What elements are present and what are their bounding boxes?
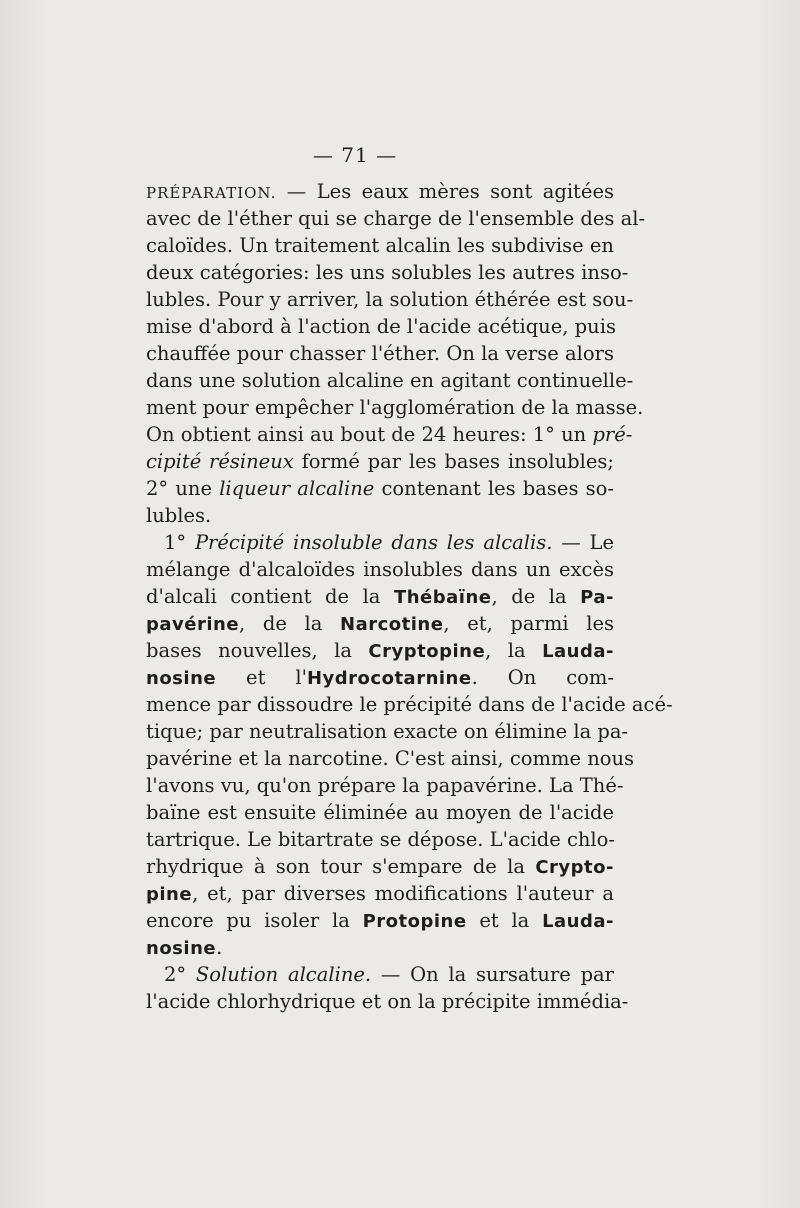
text-fragment: et l' bbox=[216, 666, 307, 689]
text-line bbox=[146, 718, 629, 745]
text-fragment: , et, parmi les bbox=[443, 612, 614, 635]
text-fragment: PRÉPARATION. bbox=[146, 184, 277, 202]
text-fragment: — Le bbox=[552, 531, 614, 554]
italic-text: pré- bbox=[592, 423, 633, 446]
text-line bbox=[146, 583, 614, 610]
page-number: — 71 — bbox=[312, 143, 398, 167]
alkaloid-name: pavérine bbox=[146, 614, 240, 635]
text-fragment: . On com- bbox=[471, 666, 614, 689]
italic-text: cipité résineux bbox=[146, 450, 294, 473]
text-fragment: , de la bbox=[239, 612, 340, 635]
text-fragment: rhydrique à son tour s'empare de la bbox=[146, 855, 536, 878]
body-text bbox=[146, 178, 673, 1015]
text-fragment: d'alcali contient de la bbox=[146, 585, 394, 608]
text-fragment: lubles. Pour y arriver, la solution éthérée est sou- bbox=[146, 288, 634, 311]
text-fragment: l'avons vu, qu'on prépare la papavérine. La Thé- bbox=[146, 774, 624, 797]
alkaloid-name: nosine bbox=[146, 938, 217, 959]
alkaloid-name: Narcotine bbox=[340, 614, 444, 635]
text-fragment: deux catégories: les uns solubles les autres inso- bbox=[146, 261, 629, 284]
text-fragment: contenant les bases so- bbox=[374, 477, 614, 500]
text-fragment: — On la sursature par bbox=[371, 963, 614, 986]
text-line bbox=[146, 178, 614, 205]
alkaloid-name: nosine bbox=[146, 668, 217, 689]
text-line bbox=[146, 988, 629, 1015]
italic-text: liqueur alcaline bbox=[219, 477, 375, 500]
text-fragment: avec de l'éther qui se charge de l'ensemble des al- bbox=[146, 207, 646, 230]
text-line bbox=[146, 259, 629, 286]
text-fragment: mence par dissoudre le précipité dans de l'acide acé- bbox=[146, 693, 673, 716]
alkaloid-name: pine bbox=[146, 884, 193, 905]
text-fragment: et la bbox=[466, 909, 543, 932]
text-fragment: tartrique. Le bitartrate se dépose. L'acide chlo- bbox=[146, 828, 615, 851]
text-line bbox=[146, 934, 614, 961]
text-fragment: pavérine et la narcotine. C'est ainsi, comme nous bbox=[146, 747, 635, 770]
text-fragment: 1° bbox=[164, 531, 195, 554]
text-fragment: l'acide chlorhydrique et on la précipite immédia- bbox=[146, 990, 629, 1013]
alkaloid-name: Lauda- bbox=[542, 911, 614, 932]
text-line bbox=[146, 880, 614, 907]
text-fragment: mise d'abord à l'action de l'acide acétique, puis bbox=[146, 315, 616, 338]
text-line bbox=[146, 664, 614, 691]
text-line bbox=[146, 502, 614, 529]
text-line bbox=[146, 772, 624, 799]
text-line bbox=[146, 232, 614, 259]
text-line bbox=[146, 745, 635, 772]
text-fragment: . bbox=[216, 936, 223, 959]
text-line bbox=[146, 448, 614, 475]
text-line bbox=[146, 340, 614, 367]
text-line bbox=[146, 961, 614, 988]
italic-text: Précipité insoluble dans les alcalis. bbox=[194, 531, 553, 554]
text-fragment: 2° bbox=[164, 963, 196, 986]
text-fragment: lubles. bbox=[146, 504, 212, 527]
alkaloid-name: Protopine bbox=[362, 911, 467, 932]
text-fragment: baïne est ensuite éliminée au moyen de l'acide bbox=[146, 801, 614, 824]
text-line bbox=[146, 205, 646, 232]
text-fragment: ment pour empêcher l'agglomération de la masse. bbox=[146, 396, 644, 419]
text-line bbox=[146, 853, 614, 880]
text-line bbox=[146, 799, 614, 826]
text-line bbox=[146, 475, 614, 502]
alkaloid-name: Pa- bbox=[580, 587, 614, 608]
text-fragment: encore pu isoler la bbox=[146, 909, 363, 932]
text-fragment: tique; par neutralisation exacte on élimine la pa- bbox=[146, 720, 629, 743]
text-line bbox=[146, 610, 614, 637]
text-line bbox=[146, 394, 644, 421]
alkaloid-name: Crypto- bbox=[535, 857, 614, 878]
text-line bbox=[146, 907, 614, 934]
text-fragment: dans une solution alcaline en agitant continuelle- bbox=[146, 369, 634, 392]
alkaloid-name: Cryptopine bbox=[368, 641, 486, 662]
text-fragment: formé par les bases insolubles; bbox=[293, 450, 615, 473]
italic-text: Solution alcaline. bbox=[195, 963, 372, 986]
text-fragment: , de la bbox=[491, 585, 581, 608]
text-line bbox=[146, 556, 614, 583]
text-fragment: 2° une bbox=[146, 477, 220, 500]
text-fragment: On obtient ainsi au bout de 24 heures: 1° un bbox=[146, 423, 593, 446]
text-line bbox=[146, 826, 614, 853]
text-fragment: chauffée pour chasser l'éther. On la verse alors bbox=[146, 342, 614, 365]
text-fragment: mélange d'alcaloïdes insolubles dans un excès bbox=[146, 558, 614, 581]
text-fragment: bases nouvelles, la bbox=[146, 639, 369, 662]
text-line bbox=[146, 637, 614, 664]
text-fragment: , et, par diverses modifications l'auteur a bbox=[192, 882, 614, 905]
text-line bbox=[146, 529, 614, 556]
alkaloid-name: Lauda- bbox=[542, 641, 614, 662]
text-line bbox=[146, 367, 634, 394]
text-line bbox=[146, 421, 633, 448]
text-fragment: , la bbox=[485, 639, 543, 662]
alkaloid-name: Hydrocotarnine bbox=[306, 668, 472, 689]
text-line bbox=[146, 286, 634, 313]
text-fragment: — Les eaux mères sont agitées bbox=[276, 180, 614, 203]
alkaloid-name: Thébaïne bbox=[393, 587, 492, 608]
text-line bbox=[146, 691, 673, 718]
text-line bbox=[146, 313, 614, 340]
text-fragment: caloïdes. Un traitement alcalin les subdivise en bbox=[146, 234, 614, 257]
